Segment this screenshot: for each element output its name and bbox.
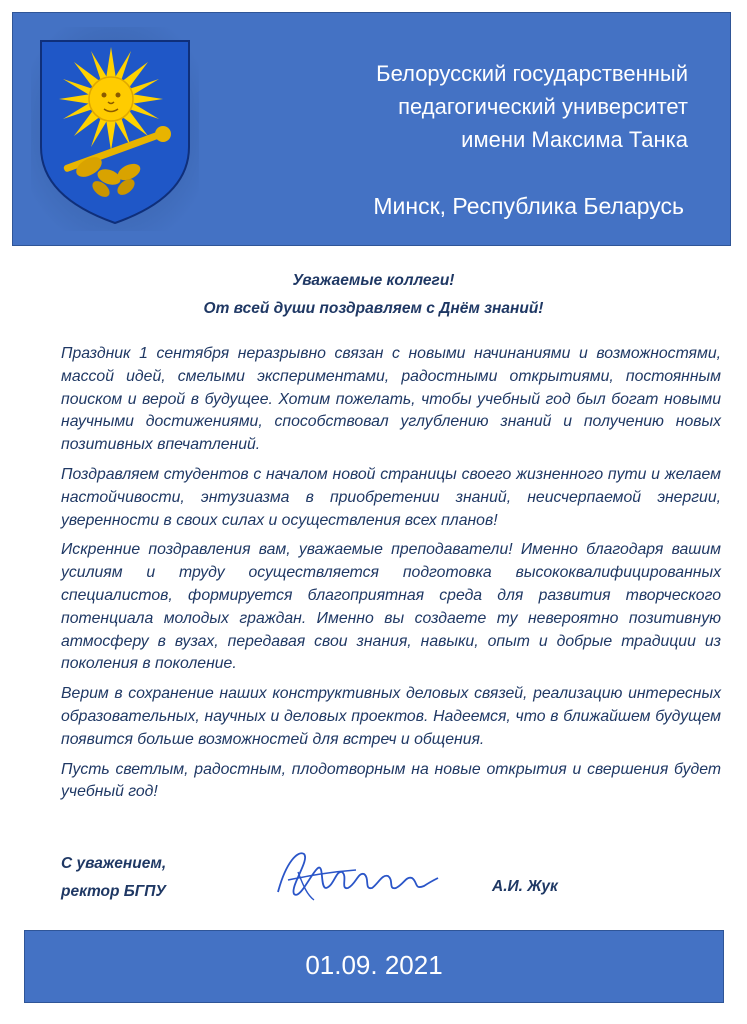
paragraph: Верим в сохранение наших конструктивных деловых связей, реализацию интересных образовательных, научных и деловых проектов. Надеемся, что в ближайшем будущем появится больше возможностей для встреч и общения.: [61, 685, 721, 748]
paragraph: Пусть светлым, радостным, плодотворным на новые открытия и свершения будет учебный год!: [61, 760, 721, 801]
greeting-line-1: Уважаемые коллеги!: [292, 272, 455, 289]
header-banner: [12, 12, 731, 246]
handwritten-signature: [268, 842, 443, 912]
closing-block: [61, 850, 166, 906]
city-country: Минск, Республика Беларусь: [373, 193, 684, 219]
signer-title: ректор БГПУ: [61, 883, 166, 900]
paragraph: Поздравляем студентов с началом новой страницы своего жизненного пути и желаем настойчивости, энтузиазма в приобретении знаний, неисчерпаемой энергии, уверенности в своих силах и осуществления всех планов!: [61, 465, 721, 529]
university-name-line: педагогический университет: [398, 94, 688, 119]
university-name: [376, 57, 688, 156]
date: 01.09. 2021: [305, 950, 443, 980]
footer-banner: [24, 930, 724, 1003]
closing-line: С уважением,: [61, 855, 167, 872]
greeting-line-2: От всей души поздравляем с Днём знаний!: [203, 300, 544, 317]
university-name-line: имени Максима Танка: [461, 127, 688, 152]
university-name-line: Белорусский государственный: [376, 61, 688, 86]
letter-body: [61, 343, 721, 811]
paragraph: Праздник 1 сентября неразрывно связан с новыми начинаниями и возможностями, массой идей, смелыми экспериментами, радостными открытиями, постоянным поиском и верой в будущее. Хотим пожелать, чтобы учебный год был богат новыми научными достижениями, способствовал углублению знаний и получению новых позитивных впечатлений.: [61, 345, 721, 454]
greeting: [0, 267, 747, 323]
coat-of-arms-sun-icon: [31, 27, 199, 231]
paragraph: Искренние поздравления вам, уважаемые преподаватели! Именно благодаря вашим усилиям и труду осуществляется подготовка высококвалифицированных специалистов, формируется благоприятная среда для развития творческого потенциала молодых граждан. Именно вы создаете ту невероятно позитивную атмосферу в вузах, передавая свои знания, навыки, опыт и добрые традиции из поколения в поколение.: [61, 541, 721, 673]
signer-name: А.И. Жук: [492, 878, 558, 895]
